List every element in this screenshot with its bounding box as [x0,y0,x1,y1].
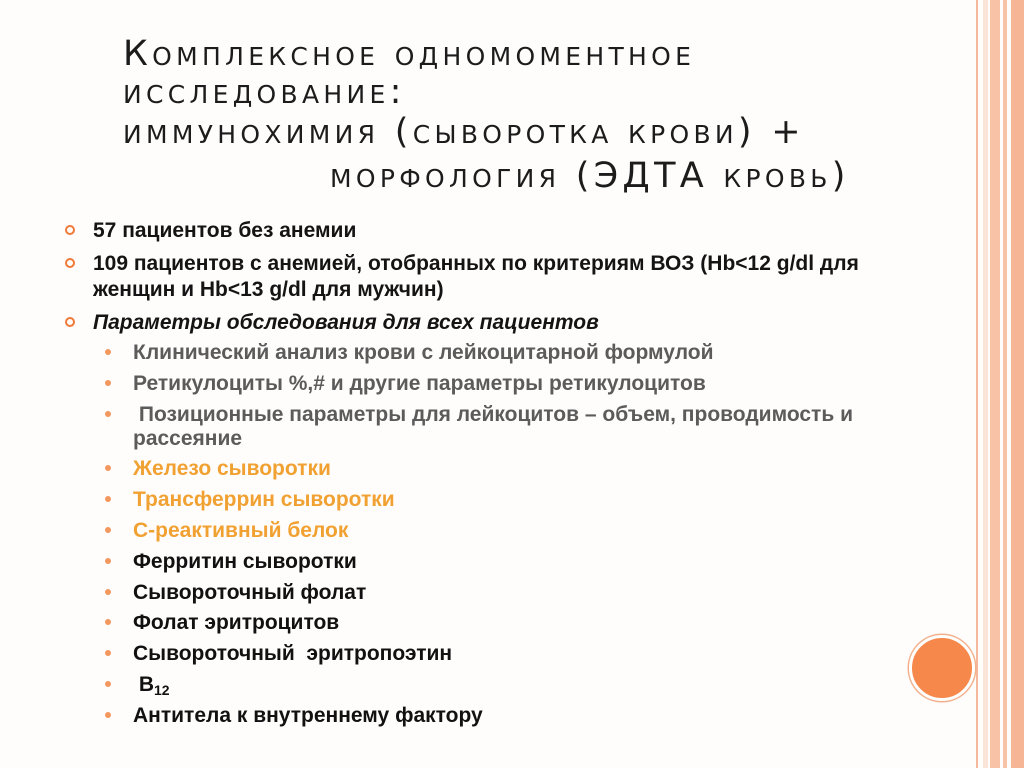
parameter-text: Трансферрин сыворотки [133,488,395,512]
decorative-stripe [1011,0,1024,768]
parameter-text: Клинический анализ крови с лейкоцитарной формулой [133,341,714,364]
parameter-text: С-реактивный белок [133,518,349,542]
bullet-dot-icon [105,411,111,417]
title-line: морфология (ЭДТА кровь) [330,156,850,196]
accent-circle-icon [909,635,975,701]
bullet-text: Параметры обследования для всех пациентов [93,311,599,334]
parameter-item [133,581,913,605]
bullet-ring-icon [65,317,75,327]
parameter-item [133,372,913,396]
bullet-dot-icon [105,558,111,564]
parameter-text: Сывороточный эритропоэтин [133,642,453,666]
decorative-stripe [983,0,988,768]
title-line: исследование: [123,72,406,112]
parameter-item [133,704,913,728]
parameter-item [133,457,913,481]
parameter-item [133,673,913,697]
bullet-dot-icon [105,465,111,471]
bullet-dot-icon [105,681,111,687]
bullet-dot-icon [105,712,111,718]
title-line: Комплексное одномоментное [123,34,696,74]
parameter-list [133,341,913,728]
bullet-ring-icon [65,225,75,235]
slide-body [93,218,913,728]
bullet-item [93,218,913,244]
parameter-text: Железо сыворотки [133,457,331,481]
parameter-item [133,642,913,666]
bullet-dot-icon [105,619,111,625]
decorative-stripe [990,0,1000,768]
parameter-item [133,403,913,451]
bullet-text: 57 пациентов без анемии [93,219,357,242]
parameter-text: Антитела к внутреннему фактору [133,703,483,727]
parameter-text: Ферритин сыворотки [133,549,357,573]
bullet-list [93,218,913,336]
bullet-dot-icon [105,349,111,355]
parameter-subscript: 12 [154,681,170,698]
decorative-stripe [976,0,978,768]
parameter-text: Ретикулоциты %,# и другие параметры ретикулоцитов [133,371,706,395]
bullet-dot-icon [105,527,111,533]
bullet-dot-icon [105,496,111,502]
parameter-item [133,519,913,543]
bullet-item [93,310,913,336]
bullet-dot-icon [105,380,111,386]
bullet-dot-icon [105,589,111,595]
parameter-item [133,611,913,635]
parameter-text: B [133,672,155,696]
bullet-dot-icon [105,650,111,656]
parameter-item [133,488,913,512]
bullet-ring-icon [65,258,75,268]
parameter-text: Фолат эритроцитов [133,611,340,635]
bullet-item [93,251,913,303]
parameter-item [133,341,913,365]
parameter-item [133,550,913,574]
bullet-text: 109 пациентов с анемией, отобранных по критериям ВОЗ (Hb<12 g/dl для женщин и Hb<13 g/dl для мужчин) [93,252,859,301]
parameter-text: Сывороточный фолат [133,580,367,604]
decorative-stripe [1003,0,1007,768]
title-line: иммунохимия (сыворотка крови) + [123,112,805,152]
parameter-text: Позиционные параметры для лейкоцитов – объем, проводимость и рассеяние [133,402,859,450]
